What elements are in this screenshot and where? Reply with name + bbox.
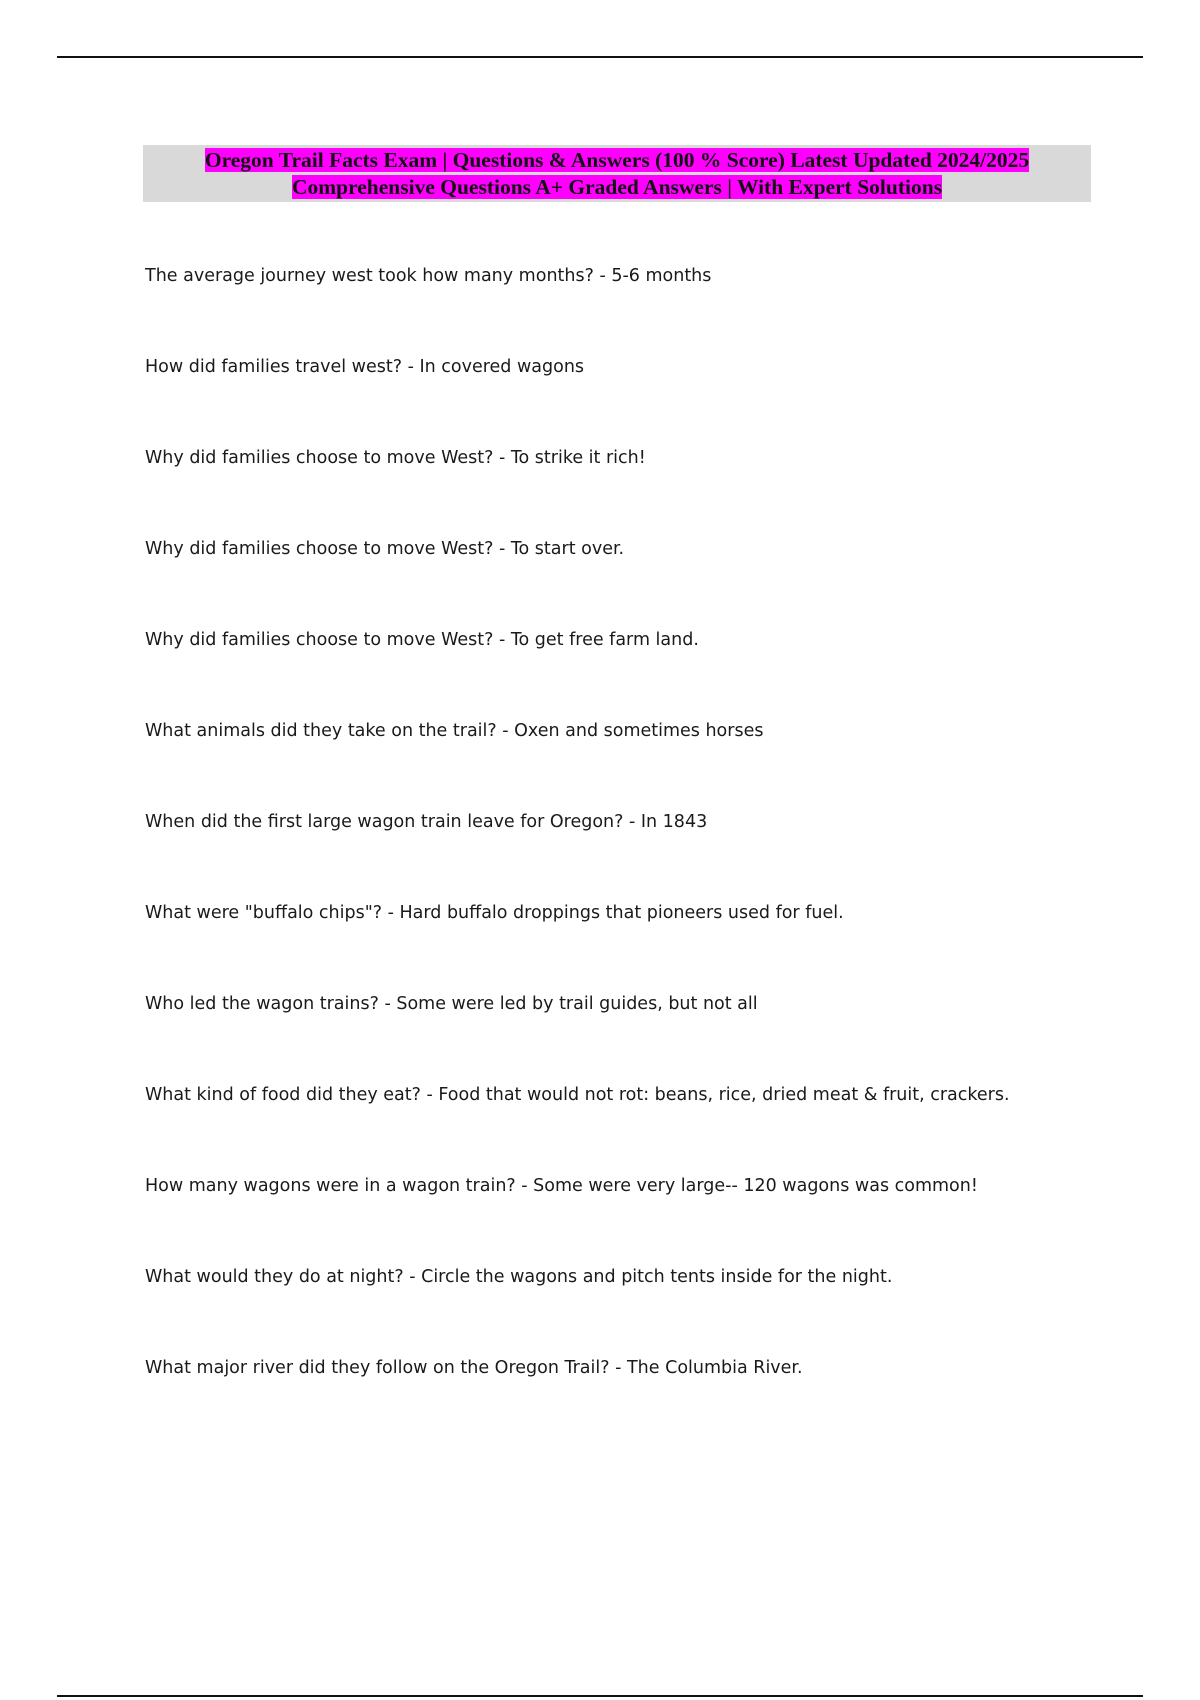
- qa-item: What major river did they follow on the Oregon Trail? - The Columbia River.: [145, 1358, 803, 1378]
- qa-item: What would they do at night? - Circle the wagons and pitch tents inside for the night.: [145, 1267, 893, 1287]
- document-title: [143, 145, 1091, 202]
- qa-item: What kind of food did they eat? - Food that would not rot: beans, rice, dried meat & fruit, crackers.: [145, 1085, 1010, 1105]
- qa-item: Why did families choose to move West? - To start over.: [145, 539, 625, 559]
- qa-item: Why did families choose to move West? - To get free farm land.: [145, 630, 699, 650]
- qa-item: Why did families choose to move West? - To strike it rich!: [145, 448, 646, 468]
- footer-rule: [57, 1695, 1143, 1697]
- qa-item: When did the first large wagon train leave for Oregon? - In 1843: [145, 812, 708, 832]
- qa-item: The average journey west took how many months? - 5-6 months: [145, 266, 712, 286]
- qa-item: What were "buffalo chips"? - Hard buffalo droppings that pioneers used for fuel.: [145, 903, 844, 923]
- header-rule: [57, 56, 1143, 58]
- title-line-2-text: Comprehensive Questions A+ Graded Answers | With Expert Solutions: [291, 174, 943, 199]
- qa-list: [145, 263, 1105, 1446]
- qa-item: How did families travel west? - In covered wagons: [145, 357, 585, 377]
- title-line-1-text: Oregon Trail Facts Exam | Questions & Answers (100 % Score) Latest Updated 2024/2025: [204, 147, 1030, 172]
- qa-item: How many wagons were in a wagon train? - Some were very large-- 120 wagons was common!: [145, 1176, 978, 1196]
- title-line-2: [292, 174, 942, 201]
- qa-item: Who led the wagon trains? - Some were led by trail guides, but not all: [145, 994, 758, 1014]
- qa-item: What animals did they take on the trail? - Oxen and sometimes horses: [145, 721, 764, 741]
- title-line-1: [205, 147, 1029, 174]
